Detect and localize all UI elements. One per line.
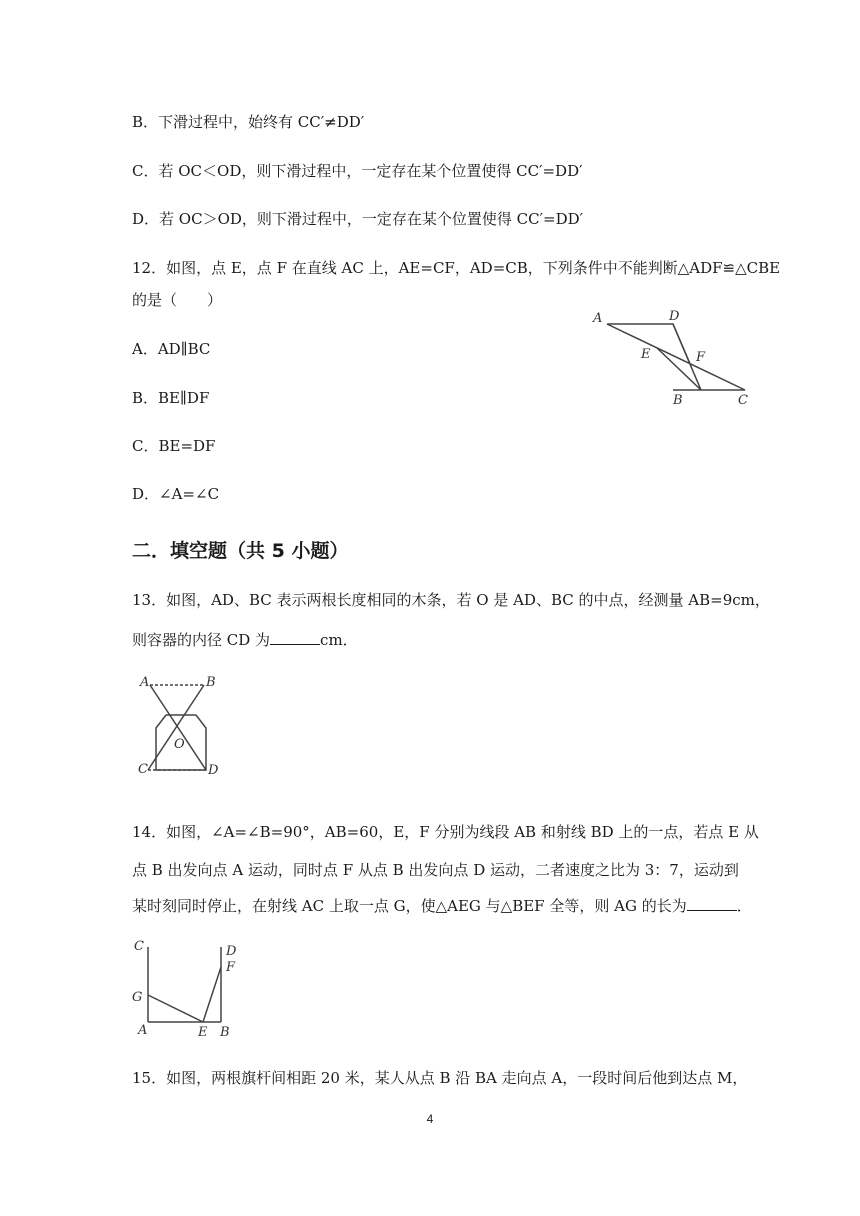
q12-label-e: E <box>641 347 651 362</box>
q14-segment-ge <box>148 995 203 1022</box>
q12-option-a: A．AD∥BC <box>132 340 211 358</box>
q14-stem-line2: 点 B 出发向点 A 运动，同时点 F 从点 B 出发向点 D 运动，二者速度之比为 3：7，运动到 <box>132 861 739 879</box>
q12-label-c: C <box>738 393 748 408</box>
q12-label-f: F <box>696 350 706 365</box>
q13-label-b: B <box>206 675 216 690</box>
q12-option-d: D．∠A=∠C <box>132 485 220 503</box>
q14-figure <box>128 935 258 1040</box>
q11-option-d: D．若 OC＞OD，则下滑过程中，一定存在某个位置使得 CC′=DD′ <box>132 210 584 228</box>
q14-stem-line3 <box>132 896 752 916</box>
q13-answer-blank[interactable] <box>270 630 320 645</box>
q12-stem-line1: 12．如图，点 E，点 F 在直线 AC 上，AE=CF，AD=CB，下列条件中不能判断△ADF≌△CBE <box>132 259 781 277</box>
q14-label-g: G <box>132 990 143 1005</box>
q14-answer-blank[interactable] <box>687 896 737 911</box>
q13-label-o: O <box>174 737 185 752</box>
q14-label-d: D <box>226 944 237 959</box>
q13-figure <box>130 670 240 785</box>
q12-line-a-c-b <box>607 324 745 390</box>
q12-segment-eb <box>657 348 701 390</box>
q12-option-b: B．BE∥DF <box>132 389 210 407</box>
q14-text-post: ． <box>736 897 752 915</box>
q12-label-d: D <box>669 309 680 324</box>
q11-option-c: C．若 OC＜OD，则下滑过程中，一定存在某个位置使得 CC′=DD′ <box>132 162 583 180</box>
q13-label-a: A <box>140 675 150 690</box>
page-number: 4 <box>426 1112 434 1126</box>
q14-text-pre: 某时刻同时停止，在射线 AC 上取一点 G，使△AEG 与△BEF 全等，则 AG 的长为 <box>132 897 687 915</box>
q14-stem-line1: 14．如图，∠A=∠B=90°，AB=60，E，F 分别为线段 AB 和射线 BD 上的一点，若点 E 从 <box>132 823 759 841</box>
q14-label-f: F <box>226 960 236 975</box>
q13-text-pre: 则容器的内径 CD 为 <box>132 631 271 649</box>
q14-label-c: C <box>134 939 144 954</box>
q13-label-d: D <box>208 763 219 778</box>
q12-figure <box>585 300 765 410</box>
q12-stem-line2: 的是（ ） <box>132 291 223 309</box>
q13-label-c: C <box>138 762 148 777</box>
q14-label-e: E <box>198 1025 208 1040</box>
q12-label-a: A <box>593 311 603 326</box>
q15-stem-line1: 15．如图，两根旗杆间相距 20 米，某人从点 B 沿 BA 走向点 A，一段时间后他到达点 M， <box>132 1069 748 1087</box>
q12-option-c: C．BE=DF <box>132 437 216 455</box>
q14-label-b: B <box>220 1025 230 1040</box>
q13-rod-ad <box>150 685 206 770</box>
q13-stem-line2 <box>132 630 358 650</box>
section-heading: 二．填空题（共 5 小题） <box>132 540 349 562</box>
q12-label-b: B <box>673 393 683 408</box>
q14-label-a: A <box>138 1023 148 1038</box>
q13-text-post: cm． <box>320 631 358 649</box>
q13-stem-line1: 13．如图，AD、BC 表示两根长度相同的木条，若 O 是 AD、BC 的中点，经测量 AB=9cm， <box>132 591 770 609</box>
q14-segment-ef <box>203 967 221 1022</box>
q11-option-b: B．下滑过程中，始终有 CC′≠DD′ <box>132 113 365 131</box>
